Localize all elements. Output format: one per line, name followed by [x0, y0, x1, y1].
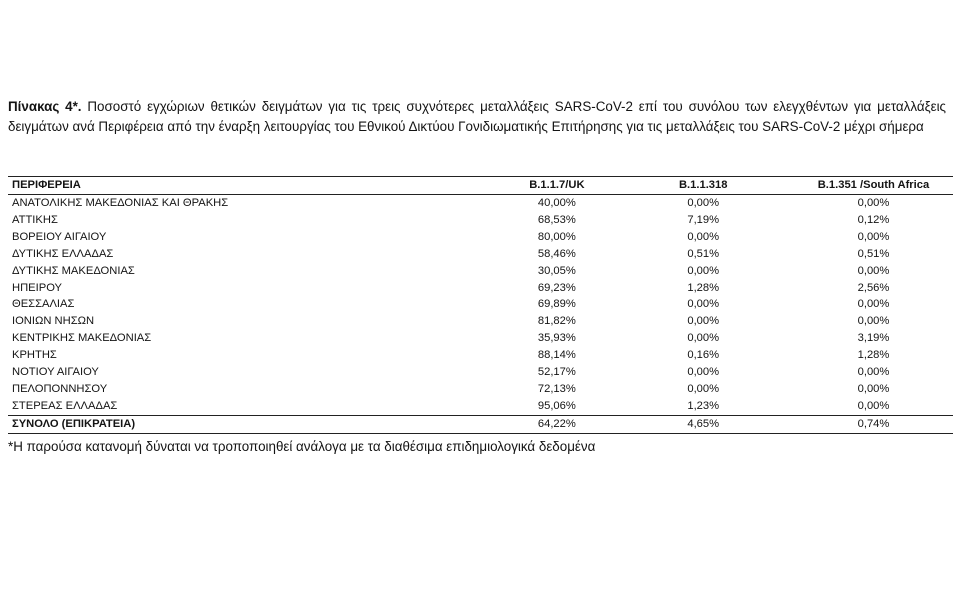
table-row [8, 313, 953, 330]
cell-sa: 0,00% [857, 399, 890, 412]
cell-b318: 0,00% [687, 298, 720, 311]
table-row [8, 195, 953, 212]
table-row [8, 381, 953, 398]
cell-sa: 0,00% [857, 197, 890, 209]
cell-uk: 81,82% [537, 315, 576, 328]
cell-uk: 69,89% [537, 298, 576, 311]
cell-region: ΝΟΤΙΟΥ ΑΙΓΑΙΟΥ [12, 366, 99, 379]
cell-region: ΑΝΑΤΟΛΙΚΗΣ ΜΑΚΕΔΟΝΙΑΣ ΚΑΙ ΘΡΑΚΗΣ [12, 197, 229, 209]
cell-sa: 3,19% [857, 332, 890, 345]
total-b318: 4,65% [687, 417, 720, 430]
cell-sa: 0,00% [857, 264, 890, 277]
cell-uk: 52,17% [537, 366, 576, 379]
table-row [8, 296, 953, 313]
cell-region: ΚΕΝΤΡΙΚΗΣ ΜΑΚΕΔΟΝΙΑΣ [12, 332, 152, 345]
cell-b318: 1,23% [687, 399, 720, 412]
cell-b318: 7,19% [687, 213, 720, 226]
cell-uk: 72,13% [537, 382, 576, 395]
cell-b318: 0,16% [687, 349, 720, 362]
header-south-africa: B.1.351 /South Africa [817, 179, 930, 191]
table-row [8, 263, 953, 280]
cell-region: ΠΕΛΟΠΟΝΝΗΣΟΥ [12, 382, 108, 395]
caption-text: Ποσοστό εγχώριων θετικών δειγμάτων για τις τρεις συχνότερες μεταλλάξεις SARS-CoV-2 επί του συνόλου των ελεγχθέντων για μεταλλάξεις δειγμάτων ανά Περιφέρεια από την έναρξη λειτουργίας του Εθνικού Δικτύου Γονιδιωματικής Επιτήρησης για τις μεταλλάξεις του SARS-CoV-2 μέχρι σήμερα [8, 99, 946, 134]
header-region: ΠΕΡΙΦΕΡΕΙΑ [12, 179, 81, 191]
cell-uk: 35,93% [537, 332, 576, 345]
cell-sa: 0,00% [857, 315, 890, 328]
table-row [8, 212, 953, 229]
variants-table-container [8, 176, 953, 434]
header-uk: B.1.1.7/UK [529, 179, 585, 191]
cell-sa: 2,56% [857, 281, 890, 294]
table-row [8, 347, 953, 364]
cell-sa: 0,00% [857, 382, 890, 395]
cell-b318: 0,00% [687, 382, 720, 395]
cell-b318: 0,00% [687, 264, 720, 277]
cell-region: ΘΕΣΣΑΛΙΑΣ [12, 298, 75, 311]
cell-sa: 0,00% [857, 230, 890, 243]
table-row [8, 330, 953, 347]
cell-b318: 0,00% [687, 332, 720, 345]
table-row [8, 364, 953, 381]
cell-sa: 1,28% [857, 349, 890, 362]
cell-region: ΑΤΤΙΚΗΣ [12, 213, 58, 226]
cell-uk: 80,00% [537, 230, 576, 243]
cell-region: ΚΡΗΤΗΣ [12, 349, 57, 362]
cell-b318: 0,51% [687, 247, 720, 260]
cell-uk: 40,00% [537, 197, 576, 209]
cell-b318: 0,00% [687, 315, 720, 328]
cell-uk: 30,05% [537, 264, 576, 277]
header-b1-1-318: B.1.1.318 [678, 179, 728, 191]
table-row [8, 246, 953, 263]
cell-uk: 95,06% [537, 399, 576, 412]
cell-b318: 1,28% [687, 281, 720, 294]
cell-uk: 88,14% [537, 349, 576, 362]
cell-b318: 0,00% [687, 197, 720, 209]
cell-region: ΔΥΤΙΚΗΣ ΕΛΛΑΔΑΣ [12, 247, 114, 260]
cell-sa: 0,00% [857, 366, 890, 379]
cell-region: ΣΤΕΡΕΑΣ ΕΛΛΑΔΑΣ [12, 399, 118, 412]
cell-region: ΔΥΤΙΚΗΣ ΜΑΚΕΔΟΝΙΑΣ [12, 264, 135, 277]
cell-region: ΗΠΕΙΡΟΥ [12, 281, 62, 294]
cell-sa: 0,51% [857, 247, 890, 260]
cell-b318: 0,00% [687, 230, 720, 243]
cell-sa: 0,12% [857, 213, 890, 226]
table-caption [8, 97, 946, 136]
table-row [8, 398, 953, 415]
cell-region: ΒΟΡΕΙΟΥ ΑΙΓΑΙΟΥ [12, 230, 107, 243]
total-uk: 64,22% [537, 417, 576, 430]
cell-uk: 69,23% [537, 281, 576, 294]
total-sa: 0,74% [857, 417, 890, 430]
variants-table [8, 176, 953, 434]
cell-sa: 0,00% [857, 298, 890, 311]
table-row [8, 280, 953, 297]
total-region: ΣΥΝΟΛΟ (ΕΠΙΚΡΑΤΕΙΑ) [12, 417, 136, 430]
cell-uk: 58,46% [537, 247, 576, 260]
footnote: *Η παρούσα κατανομή δύναται να τροποποιηθεί ανάλογα με τα διαθέσιμα επιδημιολογικά δεδομένα [8, 439, 596, 454]
cell-b318: 0,00% [687, 366, 720, 379]
table-total-row [8, 415, 953, 433]
table-row [8, 229, 953, 246]
caption-label: Πίνακας 4*. [8, 99, 82, 114]
table-header-row [8, 177, 953, 195]
cell-region: ΙΟΝΙΩΝ ΝΗΣΩΝ [12, 315, 95, 328]
cell-uk: 68,53% [537, 213, 576, 226]
